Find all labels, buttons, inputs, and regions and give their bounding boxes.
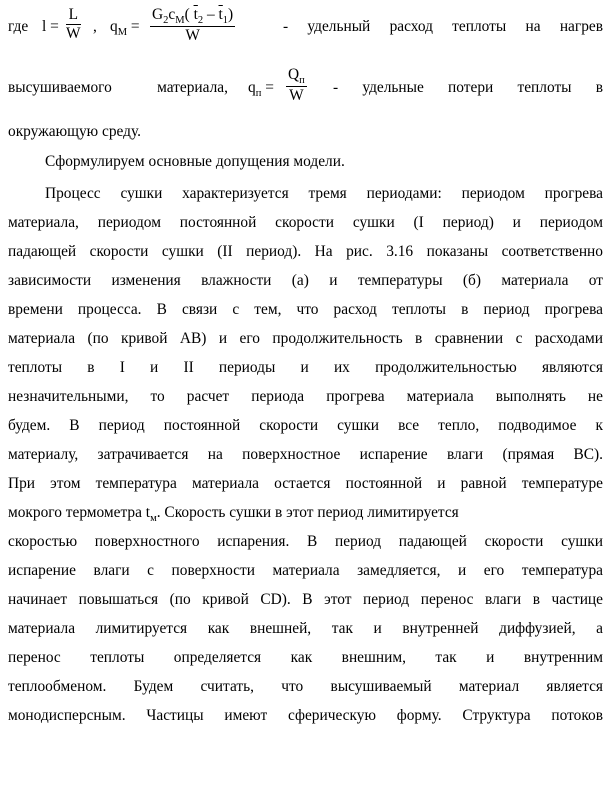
fraction-l: [66, 6, 81, 43]
paragraph-line: будем. В период постоянной скорости сушки все тепло, подводимое к: [8, 417, 603, 434]
paragraph-line: материала (по кривой АВ) и его продолжительность в сравнении с расходами: [8, 330, 603, 347]
paragraph-line: материалу, затрачивается на поверхностное испарение влаги (прямая ВС).: [8, 446, 603, 463]
fraction-l-numerator: L: [66, 6, 81, 25]
paragraph-line: материала лимитируется как внешней, так и внутренней диффузией, а: [8, 620, 603, 637]
paragraph-line: скоростью поверхностного испарения. В период падающей скорости сушки: [8, 533, 603, 550]
paragraph-line: начинает повышаться (по кривой CD). В этот период перенос влаги в частице: [8, 591, 603, 608]
fraction-qm: [150, 6, 235, 45]
fraction-l-denominator: W: [66, 25, 81, 42]
paragraph-line: падающей скорости сушки (II период). На рис. 3.16 показаны соответственно: [8, 243, 603, 260]
paragraph-line: мокрого термометра $t_м$. Скорость сушки в этот период лимитируется: [8, 504, 459, 524]
qp-symbol: $q_п$ =: [248, 79, 274, 99]
fraction-qm-denominator: W: [185, 27, 200, 44]
l-symbol: l =: [42, 18, 59, 35]
formula1-tail: - удельный расход теплоты на нагрев: [283, 18, 603, 35]
paragraph-line: теплоты в I и II периоды и их продолжительностью являются: [8, 359, 603, 376]
fraction-qm-numerator: $G_2c_M$( $\overline{t}_2 - \overline{t}_1$): [152, 6, 234, 26]
paragraph-line: перенос теплоты определяется как внешним, так и внутренним: [8, 649, 603, 666]
paragraph-line: времени процесса. В связи с тем, что расход теплоты в период прогрева: [8, 301, 603, 318]
qm-symbol: $q_M$ =: [110, 18, 140, 38]
paragraph-line: монодисперсным. Частицы имеют сферическую форму. Структура потоков: [8, 707, 603, 724]
word-where: где: [8, 18, 29, 35]
comma: ,: [93, 18, 97, 35]
paragraph-line: материала, периодом постоянной скорости сушки (I период) и периодом: [8, 214, 603, 231]
paragraph-line: зависимости изменения влажности (а) и температуры (б) материала от: [8, 272, 603, 289]
fraction-qp-numerator: $Q_п$: [288, 66, 305, 86]
paragraph-line: При этом температура материала остается постоянной и равной температуре: [8, 475, 603, 492]
paragraph-line: испарение влаги с поверхности материала замедляется, и его температура: [8, 562, 603, 579]
formula2-lead: высушиваемого материала,: [8, 79, 228, 96]
fraction-qp: [286, 66, 307, 105]
assumptions-line: Сформулируем основные допущения модели.: [45, 153, 345, 170]
fraction-qp-denominator: W: [289, 87, 304, 104]
paragraph-line: теплообменом. Будем считать, что высушиваемый материал является: [8, 678, 603, 695]
text-line-env: окружающую среду.: [8, 123, 141, 140]
formula2-tail: - удельные потери теплоты в: [333, 79, 603, 96]
paragraph-line: Процесс сушки характеризуется тремя периодами: периодом прогрева: [45, 185, 603, 202]
paragraph-line: незначительными, то расчет периода прогрева материала выполнять не: [8, 388, 603, 405]
